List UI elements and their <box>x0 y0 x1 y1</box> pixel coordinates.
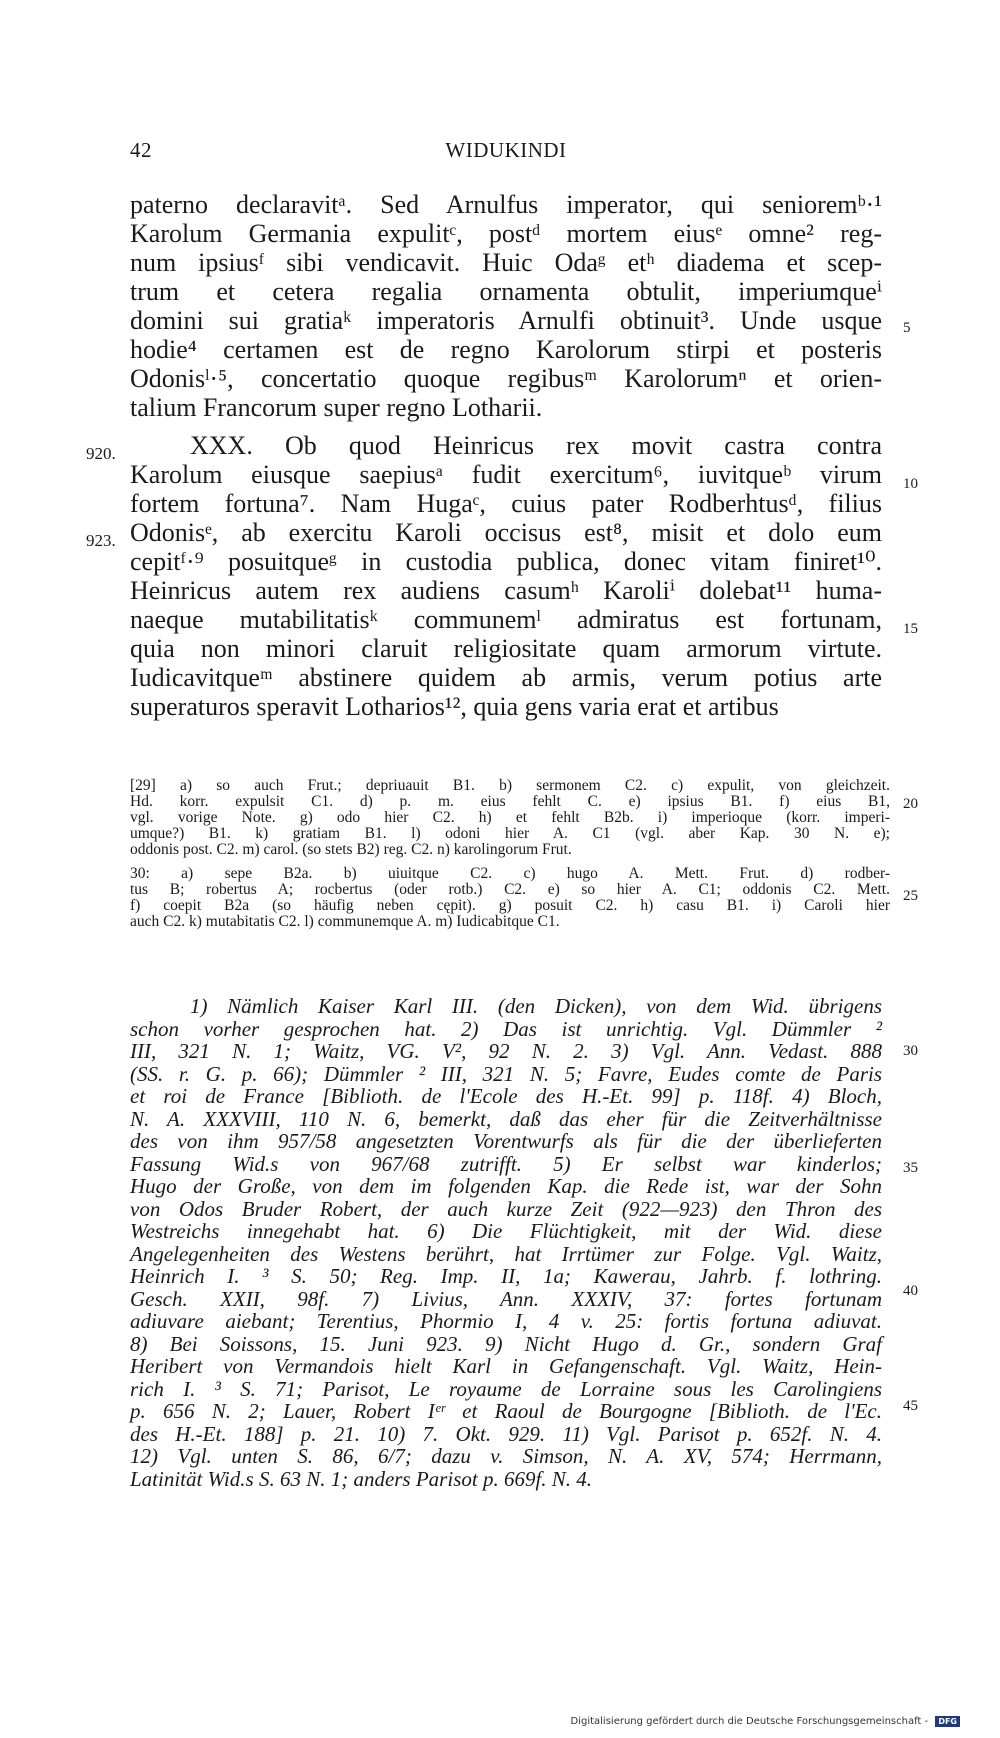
footnote-line: adiuvare aiebant; Terentius, Phormio I, 4 v. 25: fortis fortuna adiuvat. <box>130 1309 882 1333</box>
footnote-line: III, 321 N. 1; Waitz, VG. V², 92 N. 2. 3) Vgl. Ann. Vedast. 888 <box>130 1039 882 1063</box>
line-number: 45 <box>903 1398 918 1414</box>
main-line: Heinricus autem rex audiens casumʰ Karoliⁱ dolebat¹¹ huma- <box>130 576 882 605</box>
footnote-line: Hugo der Große, von dem im folgenden Kap. die Rede ist, war der Sohn <box>130 1174 882 1198</box>
credit-text: Digitalisierung gefördert durch die Deutsche Forschungsgemeinschaft - <box>570 1716 929 1727</box>
margin-year: 923. <box>86 531 116 550</box>
line-number: 35 <box>903 1160 918 1176</box>
footnote-line: 8) Bei Soissons, 15. Juni 923. 9) Nicht Hugo d. Gr., sondern Graf <box>130 1331 882 1356</box>
main-line: trum et cetera regalia ornamenta obtulit, imperiumqueⁱ <box>130 277 882 306</box>
apparatus-line: oddonis post. C2. m) carol. (so stets B2) reg. C2. n) karolingorum Frut. <box>130 841 572 858</box>
footnote-line: Heribert von Vermandois hielt Karl in Gefangenschaft. Vgl. Waitz, Hein- <box>130 1354 882 1378</box>
main-line: Iudicavitqueᵐ abstinere quidem ab armis, verum potius arte <box>130 663 882 692</box>
main-line: Karolum eiusque saepiusᵃ fudit exercitum⁶, iuvitqueᵇ virum <box>130 460 882 489</box>
line-number: 20 <box>903 796 918 812</box>
footnote-line: 1) Nämlich Kaiser Karl III. (den Dicken), von dem Wid. übrigens <box>190 994 882 1018</box>
main-line: cepitᶠ·⁹ posuitqueᵍ in custodia publica, donec vitam finiret¹⁰. <box>130 547 882 576</box>
line-number: 25 <box>903 888 918 904</box>
apparatus-line: [29] a) so auch Frut.; depriuauit B1. b) sermonem C2. c) expulit, von gleichzeit. <box>130 777 890 794</box>
main-line: naeque mutabilitatisᵏ communemˡ admiratus est fortunam, <box>130 605 882 634</box>
running-title: WIDUKINDI <box>445 138 567 162</box>
footnote-line: des von ihm 957/58 angesetzten Vorentwurfs als für die der überlieferten <box>130 1129 882 1153</box>
footnote-line: Fassung Wid.s von 967/68 zutrifft. 5) Er selbst war kinderlos; <box>130 1151 882 1176</box>
apparatus-line: f) coepit B2a (so häufig neben cępit). g) posuit C2. h) casu B1. i) Caroli hier <box>130 897 890 914</box>
apparatus-line: umque?) B1. k) gratiam B1. l) odoni hier A. C1 (vgl. aber Kap. 30 N. e); <box>130 825 890 842</box>
apparatus-line: Hd. korr. expulsit C1. d) p. m. eius fehlt C. e) ipsius B1. f) eius B1, <box>130 793 890 810</box>
page-number: 42 <box>130 138 152 162</box>
footnote-line: p. 656 N. 2; Lauer, Robert Iᵉʳ et Raoul de Bourgogne [Biblioth. de l'Ec. <box>130 1399 882 1423</box>
main-line: Odonisˡ·⁵, concertatio quoque regibusᵐ Karolorumⁿ et orien- <box>130 364 882 393</box>
apparatus-line: 30: a) sepe B2a. b) uiuitque C2. c) hugo A. Mett. Frut. d) rodber- <box>130 865 890 882</box>
line-number: 15 <box>903 621 918 637</box>
footnote-line: (SS. r. G. p. 66); Dümmler ² III, 321 N. 5; Favre, Eudes comte de Paris <box>130 1061 882 1086</box>
footnote-line: des H.-Et. 188] p. 21. 10) 7. Okt. 929. 11) Vgl. Parisot p. 652f. N. 4. <box>130 1421 882 1446</box>
main-line: Odonisᵉ, ab exercitu Karoli occisus est⁸, misit et dolo eum <box>130 518 882 547</box>
footnote-line: et roi de France [Biblioth. de l'Ecole des H.-Et. 99] p. 118f. 4) Bloch, <box>130 1084 882 1108</box>
main-line: hodie⁴ certamen est de regno Karolorum stirpi et posteris <box>130 335 882 364</box>
footnote-line: schon vorher gesprochen hat. 2) Das ist unrichtig. Vgl. Dümmler ² <box>130 1016 882 1041</box>
main-line: quia non minori claruit religiositate quam armorum virtute. <box>130 634 882 663</box>
apparatus-line: auch C2. k) mutabitatis C2. l) communemque A. m) Iudicabitque C1. <box>130 913 560 930</box>
main-line: talium Francorum super regno Lotharii. <box>130 393 543 422</box>
main-line: paterno declaravitᵃ. Sed Arnulfus imperator, qui senioremᵇ·¹ <box>130 190 882 219</box>
dfg-logo: DFG <box>935 1716 960 1727</box>
footnote-line: Heinrich I. ³ S. 50; Reg. Imp. II, 1a; Kawerau, Jahrb. f. lothring. <box>130 1264 882 1288</box>
main-line: domini sui gratiaᵏ imperatoris Arnulfi obtinuit³. Unde usque <box>130 306 882 335</box>
footnote-line: Westreichs innegehabt hat. 6) Die Flüchtigkeit, mit der Wid. diese <box>130 1219 882 1243</box>
line-number: 30 <box>903 1043 918 1059</box>
footnote-line: Angelegenheiten des Westens berührt, hat Irrtümer zur Folge. Vgl. Waitz, <box>130 1241 882 1266</box>
main-line: fortem fortuna⁷. Nam Hugaᶜ, cuius pater Rodberhtusᵈ, filius <box>130 489 882 518</box>
footnote-line: Latinität Wid.s S. 63 N. 1; anders Parisot p. 669f. N. 4. <box>130 1466 593 1491</box>
apparatus-line: vgl. vorige Note. g) odo hier C2. h) et fehlt B2b. i) imperioque (korr. imperi- <box>130 809 890 826</box>
footnote-line: Gesch. XXII, 98f. 7) Livius, Ann. XXXIV, 37: fortes fortunam <box>130 1286 882 1311</box>
line-number: 5 <box>903 320 911 336</box>
running-header <box>130 138 882 168</box>
footnote-line: von Odos Bruder Robert, der auch kurze Zeit (922—923) den Thron des <box>130 1196 882 1221</box>
line-number: 10 <box>903 476 918 492</box>
footnote-line: rich I. ³ S. 71; Parisot, Le royaume de Lorraine sous les Carolingiens <box>130 1376 882 1401</box>
main-line: superaturos speravit Lotharios¹², quia gens varia erat et artibus <box>130 692 779 721</box>
footnote-line: 12) Vgl. unten S. 86, 6/7; dazu v. Simson, N. A. XV, 574; Herrmann, <box>130 1444 882 1468</box>
main-line: Karolum Germania expulitᶜ, postᵈ mortem eiusᵉ omne² reg- <box>130 219 882 248</box>
main-line: num ipsiusᶠ sibi vendicavit. Huic Odaᵍ etʰ diadema et scep- <box>130 248 882 277</box>
line-number: 40 <box>903 1283 918 1299</box>
digitization-credit <box>571 1716 961 1727</box>
chapter-heading-line: XXX. Ob quod Heinricus rex movit castra contra <box>190 431 882 460</box>
margin-year: 920. <box>86 444 116 463</box>
apparatus-line: tus B; robertus A; rocbertus (oder rotb.) C2. e) so hier A. C1; oddonis C2. Mett. <box>130 881 890 898</box>
footnote-line: N. A. XXXVIII, 110 N. 6, bemerkt, daß das eher für die Zeitverhältnisse <box>130 1106 882 1131</box>
